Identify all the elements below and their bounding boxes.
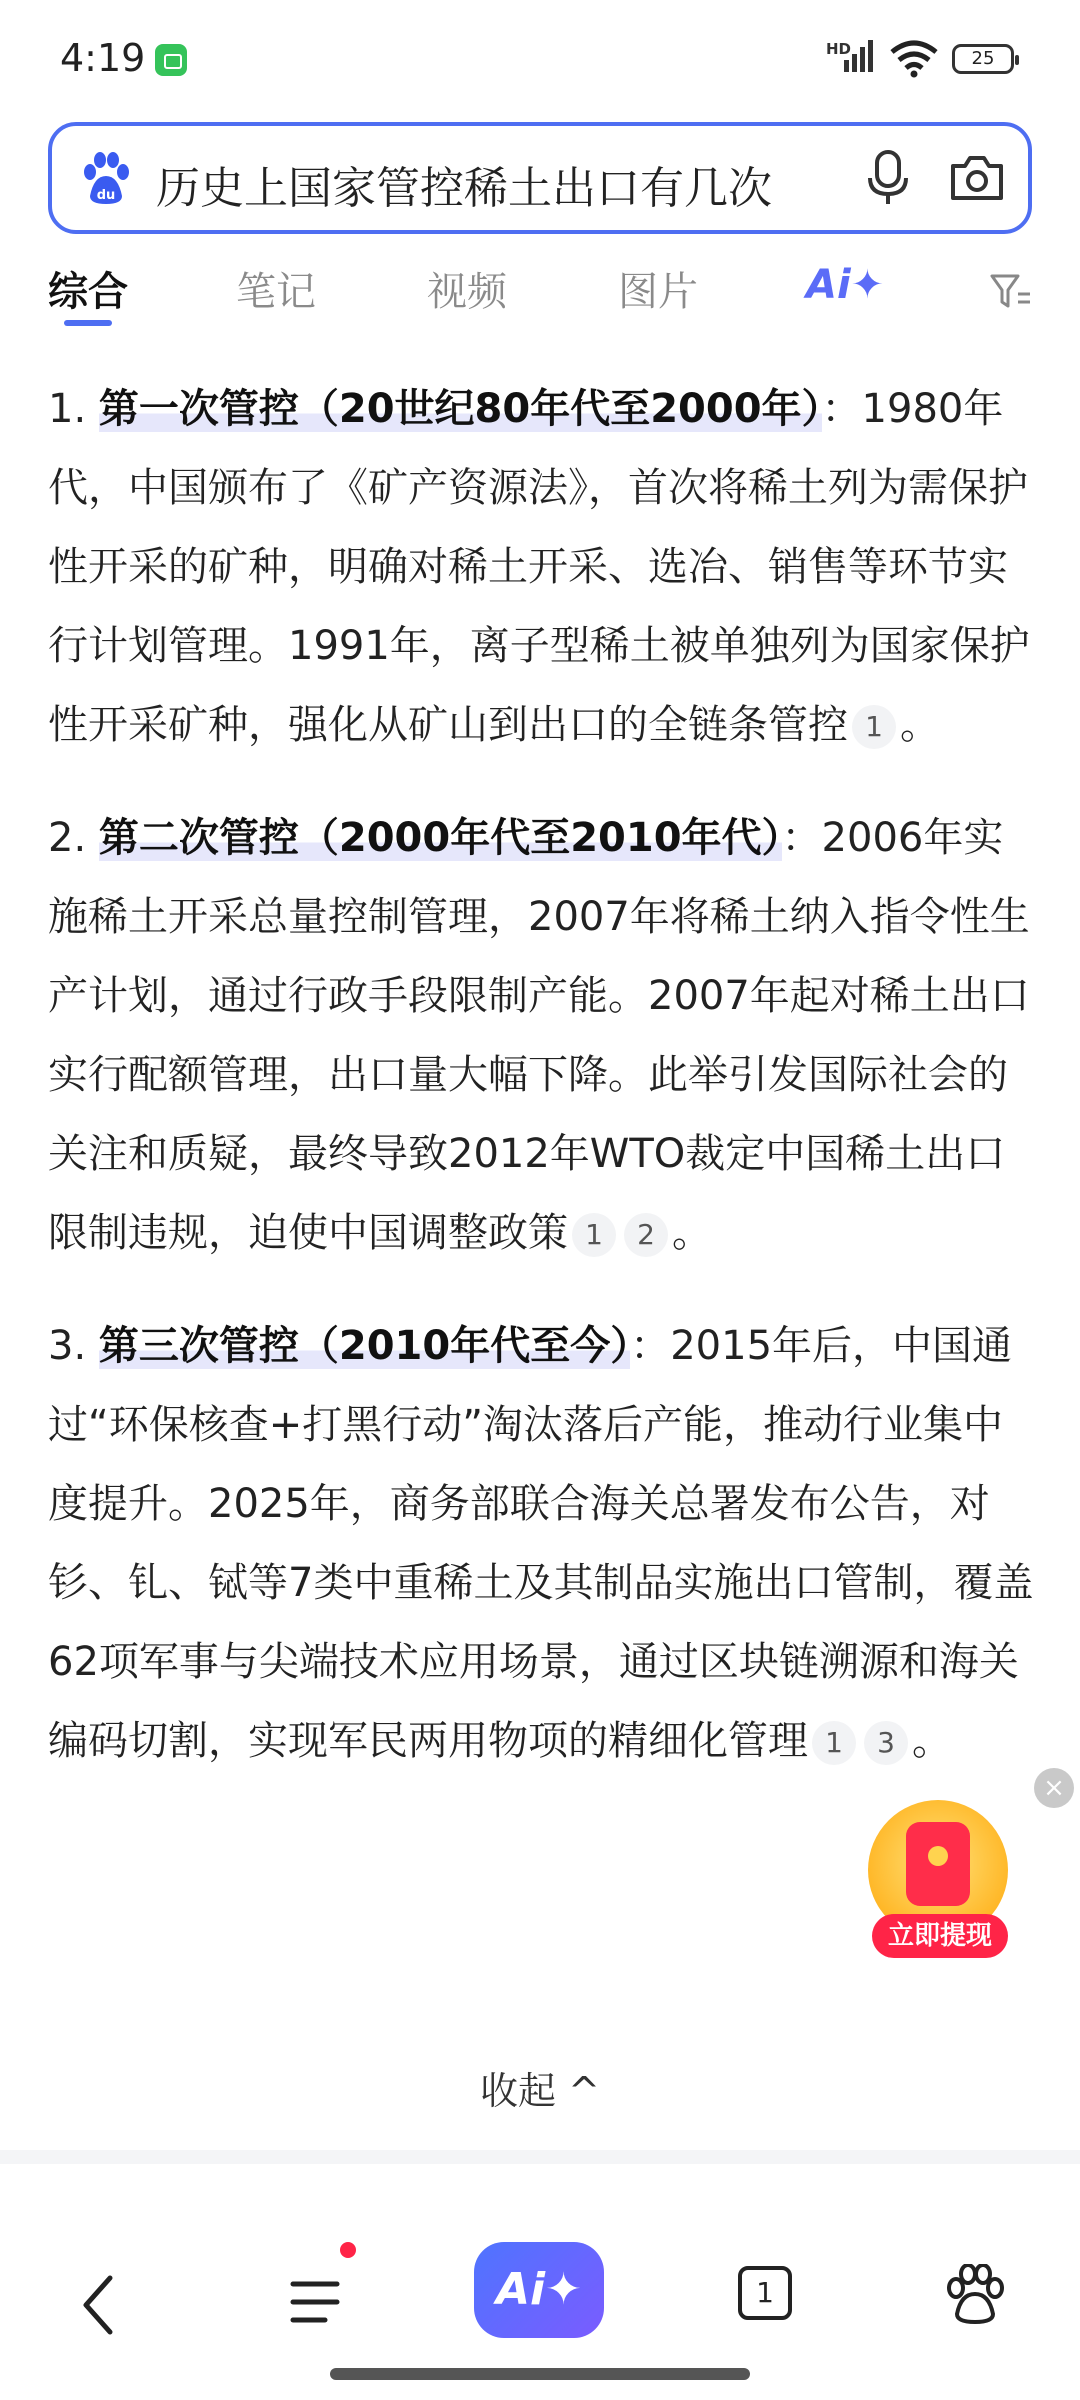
search-tabs: [0, 250, 1080, 340]
signal-icon: [826, 38, 876, 74]
close-icon[interactable]: ×: [1034, 1768, 1074, 1808]
section-divider: [0, 2150, 1080, 2164]
ai-assistant-button[interactable]: Ai✦: [474, 2242, 604, 2338]
citation-badge[interactable]: 1: [572, 1213, 616, 1257]
bottom-nav: [0, 2220, 1080, 2400]
tabs-count-button[interactable]: 1: [738, 2266, 792, 2320]
status-bar: [0, 0, 1080, 120]
wifi-icon: [888, 38, 940, 78]
answer-item-3: 3. 第三次管控（2010年代至今）：2015年后，中国通过“环保核查+打黑行动”淘汰落后产能，推动行业集中度提升。2025年，商务部联合海关总署发布公告，对钐、钆、铽等7类中重稀土及其制品实施出口管制，覆盖62项军事与尖端技术应用场景，通过区块链溯源和海关编码切割，实现军民两用物项的精细化管理 1 3 。: [48, 1323, 1034, 1764]
item-number: 2.: [48, 815, 99, 861]
red-packet-icon: [906, 1822, 970, 1906]
item-title: 第三次管控（2010年代至今）: [98, 1323, 631, 1369]
microphone-icon[interactable]: [862, 148, 914, 208]
notification-dot: [340, 2242, 356, 2258]
item-title: 第二次管控（2000年代至2010年代）: [98, 815, 782, 861]
tab-videos[interactable]: 视频: [427, 269, 507, 315]
item-number: 3.: [48, 1323, 99, 1369]
back-icon[interactable]: [70, 2270, 130, 2340]
menu-icon[interactable]: [285, 2270, 349, 2334]
item-body: ：2015年后，中国通过“环保核查+打黑行动”淘汰落后产能，推动行业集中度提升。2025年，商务部联合海关总署发布公告，对钐、钆、铽等7类中重稀土及其制品实施出口管制，覆盖62项军事与尖端技术应用场景，通过区块链溯源和海关编码切割，实现军民两用物项的精细化管理: [48, 1323, 1034, 1764]
tab-ai[interactable]: Ai✦: [806, 262, 885, 308]
search-box[interactable]: [48, 122, 1032, 234]
item-body: ：1980年代，中国颁布了《矿产资源法》，首次将稀土列为需保护性开采的矿种，明确对稀土开采、选冶、销售等环节实行计划管理。1991年，离子型稀土被单独列为国家保护性开采矿种，强化从矿山到出口的全链条管控: [48, 386, 1030, 748]
svg-text:du: du: [96, 188, 116, 203]
home-indicator: [330, 2368, 750, 2380]
item-body: ：2006年实施稀土开采总量控制管理，2007年将稀土纳入指令性生产计划，通过行政手段限制产能。2007年起对稀土出口实行配额管理，出口量大幅下降。此举引发国际社会的关注和质疑，最终导致2012年WTO裁定中国稀土出口限制违规，迫使中国调整政策: [48, 815, 1030, 1256]
tab-images[interactable]: 图片: [618, 269, 698, 315]
item-title: 第一次管控（20世纪80年代至2000年）: [98, 386, 822, 432]
answer-item-1: 1. 第一次管控（20世纪80年代至2000年）：1980年代，中国颁布了《矿产资源法》，首次将稀土列为需保护性开采的矿种，明确对稀土开采、选冶、销售等环节实行计划管理。1991年，离子型稀土被单独列为国家保护性开采矿种，强化从矿山到出口的全链条管控 1 。: [48, 386, 1030, 748]
citation-badge[interactable]: 3: [864, 1721, 908, 1765]
item-number: 1.: [48, 386, 99, 432]
search-input[interactable]: 历史上国家管控稀土出口有几次: [156, 163, 772, 214]
citation-badge[interactable]: 2: [624, 1213, 668, 1257]
status-time: 4:19: [60, 36, 146, 80]
tab-active-indicator: [64, 320, 112, 326]
baidu-icon[interactable]: [945, 2264, 1005, 2326]
collapse-button[interactable]: 收起 ^: [480, 2069, 600, 2113]
filter-icon[interactable]: [988, 270, 1032, 314]
battery-icon: 25: [952, 44, 1014, 74]
answer-item-2: 2. 第二次管控（2000年代至2010年代）：2006年实施稀土开采总量控制管理，2007年将稀土纳入指令性生产计划，通过行政手段限制产能。2007年起对稀土出口实行配额管理，出口量大幅下降。此举引发国际社会的关注和质疑，最终导致2012年WTO裁定中国稀土出口限制违规，迫使中国调整政策 1 2 。: [48, 815, 1030, 1256]
tab-notes[interactable]: 笔记: [236, 269, 316, 315]
cash-reward-widget[interactable]: [868, 1800, 1018, 1970]
baidu-paw-icon: [80, 152, 132, 206]
citation-badge[interactable]: 1: [812, 1721, 856, 1765]
tab-overview[interactable]: 综合: [48, 269, 128, 315]
citation-badge[interactable]: 1: [852, 705, 896, 749]
ai-answer: [48, 370, 1038, 1815]
app-notification-icon: [155, 44, 187, 76]
camera-icon[interactable]: [947, 152, 1007, 204]
withdraw-button[interactable]: 立即提现: [872, 1914, 1008, 1958]
hd-label: HD: [826, 40, 852, 58]
